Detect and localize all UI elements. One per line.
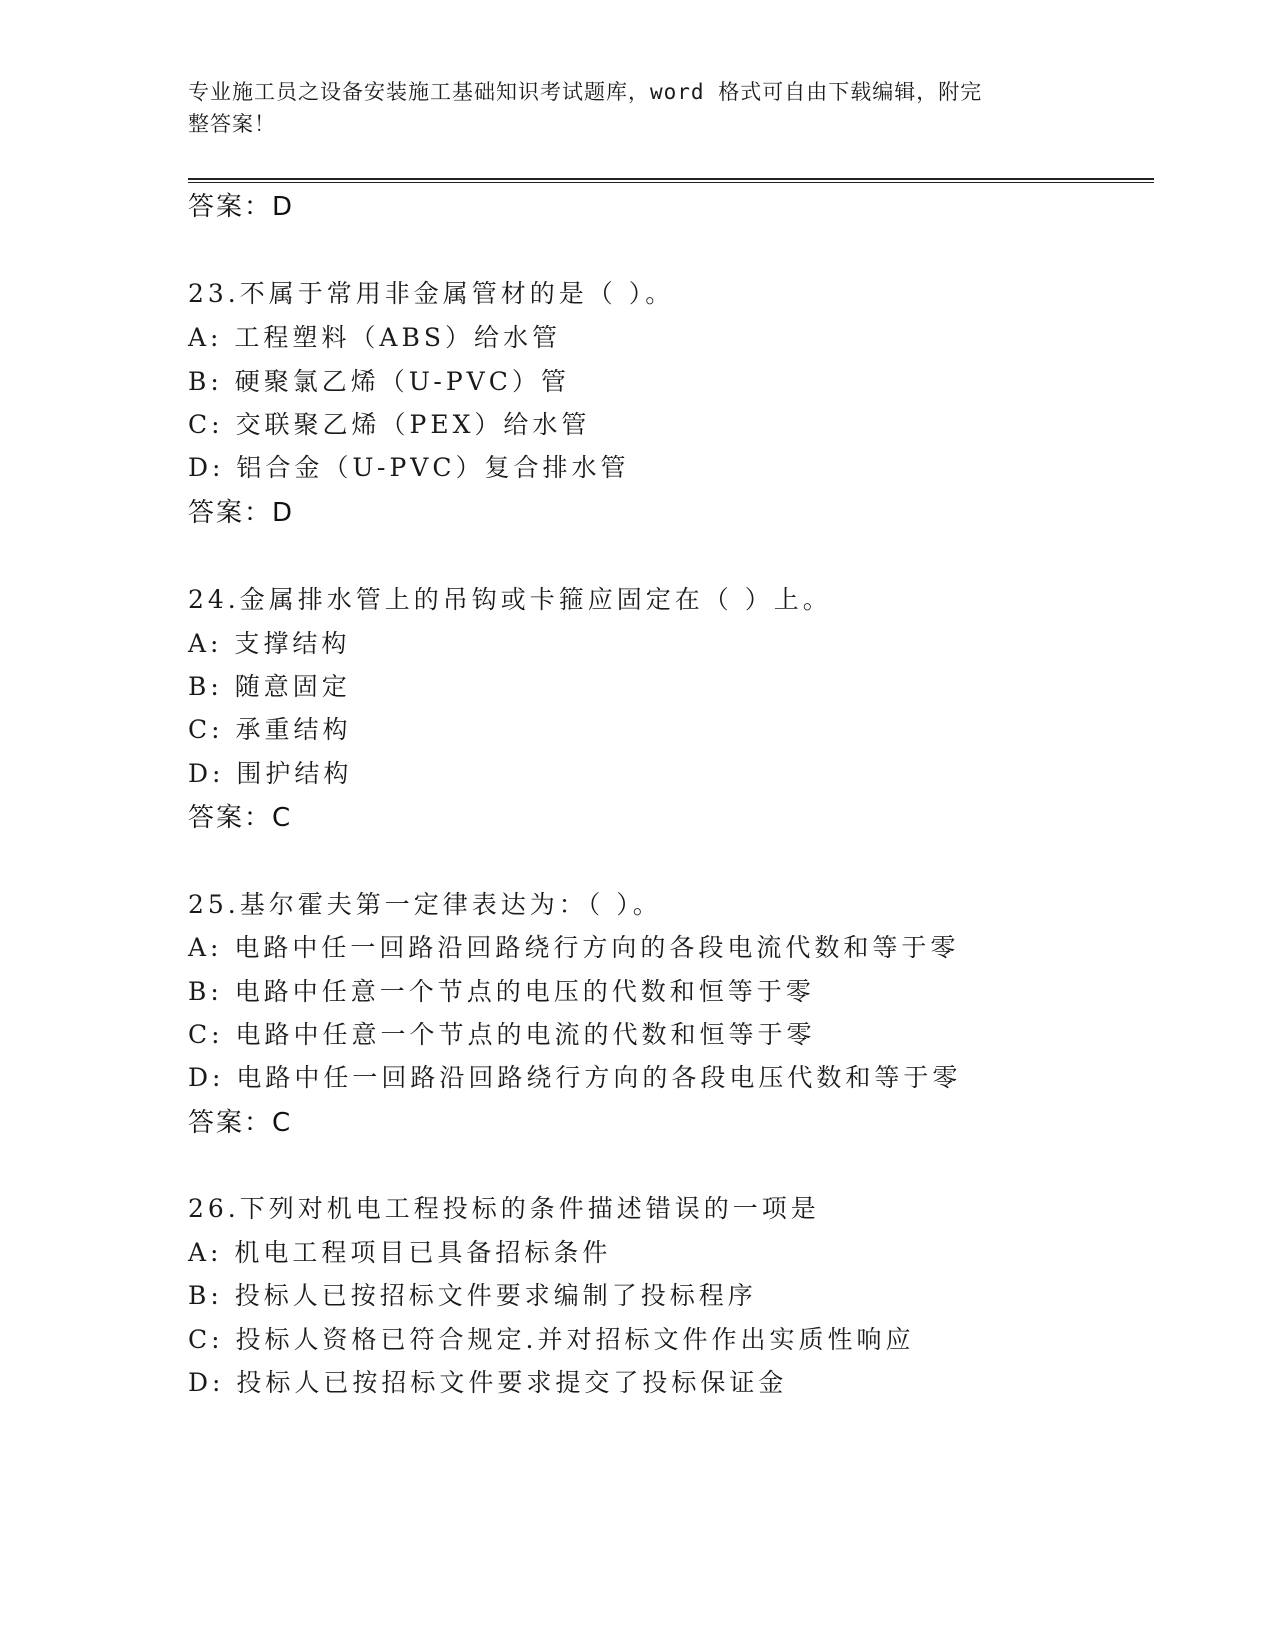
question-26-option-b: B: 投标人已按招标文件要求编制了投标程序 bbox=[188, 1281, 757, 1310]
question-25-option-b: B: 电路中任意一个节点的电压的代数和恒等于零 bbox=[188, 977, 815, 1006]
question-26-stem: 26.下列对机电工程投标的条件描述错误的一项是 bbox=[188, 1194, 820, 1223]
question-26-option-d: D: 投标人已按招标文件要求提交了投标保证金 bbox=[188, 1368, 788, 1397]
answer-22: 答案：D bbox=[188, 192, 295, 222]
header-line-2: 整答案！ bbox=[188, 112, 276, 136]
question-24-option-a: A: 支撑结构 bbox=[188, 629, 351, 658]
question-25-option-c: C: 电路中任意一个节点的电流的代数和恒等于零 bbox=[188, 1020, 816, 1049]
question-24-stem: 24.金属排水管上的吊钩或卡箍应固定在（ ）上。 bbox=[188, 585, 832, 614]
question-24-option-d: D: 围护结构 bbox=[188, 759, 353, 788]
answer-24: 答案：C bbox=[188, 803, 293, 833]
question-23-option-a: A: 工程塑料（ABS）给水管 bbox=[188, 323, 561, 352]
header-rule-thick bbox=[188, 178, 1154, 180]
question-25-stem: 25.基尔霍夫第一定律表达为：（ ）。 bbox=[188, 890, 662, 919]
question-24-option-c: C: 承重结构 bbox=[188, 715, 352, 744]
question-24-option-b: B: 随意固定 bbox=[188, 672, 351, 701]
question-23-option-c: C: 交联聚乙烯（PEX）给水管 bbox=[188, 410, 591, 439]
header-line-1: 专业施工员之设备安装施工基础知识考试题库，word 格式可自由下载编辑，附完 bbox=[188, 80, 983, 104]
question-23-stem: 23.不属于常用非金属管材的是（ ）。 bbox=[188, 279, 675, 308]
question-23-option-b: B: 硬聚氯乙烯（U-PVC）管 bbox=[188, 367, 570, 396]
question-25-option-a: A: 电路中任一回路沿回路绕行方向的各段电流代数和等于零 bbox=[188, 933, 960, 962]
answer-25: 答案：C bbox=[188, 1108, 293, 1138]
question-26-option-a: A: 机电工程项目已具备招标条件 bbox=[188, 1238, 612, 1267]
question-26-option-c: C: 投标人资格已符合规定.并对招标文件作出实质性响应 bbox=[188, 1325, 915, 1354]
question-23-option-d: D: 铝合金（U-PVC）复合排水管 bbox=[188, 453, 630, 482]
header-rule-thin bbox=[188, 182, 1154, 183]
question-25-option-d: D: 电路中任一回路沿回路绕行方向的各段电压代数和等于零 bbox=[188, 1063, 962, 1092]
document-header bbox=[188, 76, 1088, 140]
answer-23: 答案：D bbox=[188, 498, 295, 528]
